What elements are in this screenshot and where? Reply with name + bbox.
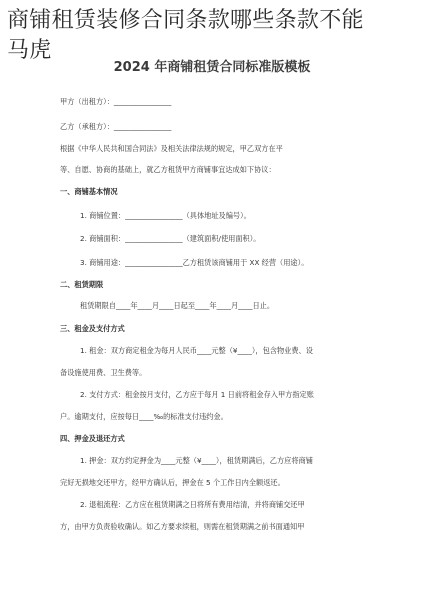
section-heading-1: 一、商铺基本情况 xyxy=(60,187,118,196)
clause-shop-location: 1. 商铺位置：________________（具体地址及编号）。 xyxy=(80,211,251,220)
clause-payment-line-2: 户。逾期支付，应按每日____‰的标准支付违约金。 xyxy=(60,412,228,421)
clause-checkout-line-1: 2. 退租流程：乙方应在租赁期满之日将所有费用结清，并将商铺交还甲 xyxy=(80,500,305,509)
party-b-line: 乙方（承租方）：________________ xyxy=(60,122,172,131)
preamble-line-1: 根据《中华人民共和国合同法》及相关法律法规的规定，甲乙双方在平 xyxy=(60,144,283,153)
clause-rent-line-1: 1. 租金：双方商定租金为每月人民币____元整（¥____），包含物业费、设 xyxy=(80,346,313,355)
party-a-line: 甲方（出租方）：________________ xyxy=(60,97,172,106)
clause-checkout-line-2: 方，由甲方负责验收确认。如乙方要求续租，则需在租赁期满之前书面通知甲 xyxy=(60,522,305,531)
clause-deposit-line-1: 1. 押金：双方约定押金为____元整（¥____），租赁期满后，乙方应将商铺 xyxy=(80,456,313,465)
section-heading-3: 三、租金及支付方式 xyxy=(60,324,125,333)
section-heading-2: 二、租赁期限 xyxy=(60,280,104,289)
clause-payment-line-1: 2. 支付方式：租金按月支付，乙方应于每月 1 日前将租金存入甲方指定账 xyxy=(80,390,314,399)
contract-title: 2024 年商铺租赁合同标准版模板 xyxy=(113,60,311,75)
clause-lease-term: 租赁期限自____年____月____日起至____年____月____日止。 xyxy=(80,301,275,310)
clause-deposit-line-2: 完好无损地交还甲方，经甲方确认后，押金在 5 个工作日内全额返还。 xyxy=(60,478,285,487)
clause-shop-usage: 3. 商铺用途：________________乙方租赁该商铺用于 XX 经营（用途）。 xyxy=(80,258,309,267)
section-heading-4: 四、押金及退还方式 xyxy=(60,434,125,443)
clause-shop-area: 2. 商铺面积：________________（建筑面积/使用面积）。 xyxy=(80,234,261,243)
preamble-line-2: 等、自愿、协商的基础上，就乙方租赁甲方商铺事宜达成如下协议： xyxy=(60,165,276,174)
page-heading-line-2: 马虎 xyxy=(7,38,52,63)
page-heading-line-1: 商铺租赁装修合同条款哪些条款不能 xyxy=(7,8,364,33)
clause-rent-line-2: 备设施使用费、卫生费等。 xyxy=(60,368,147,377)
